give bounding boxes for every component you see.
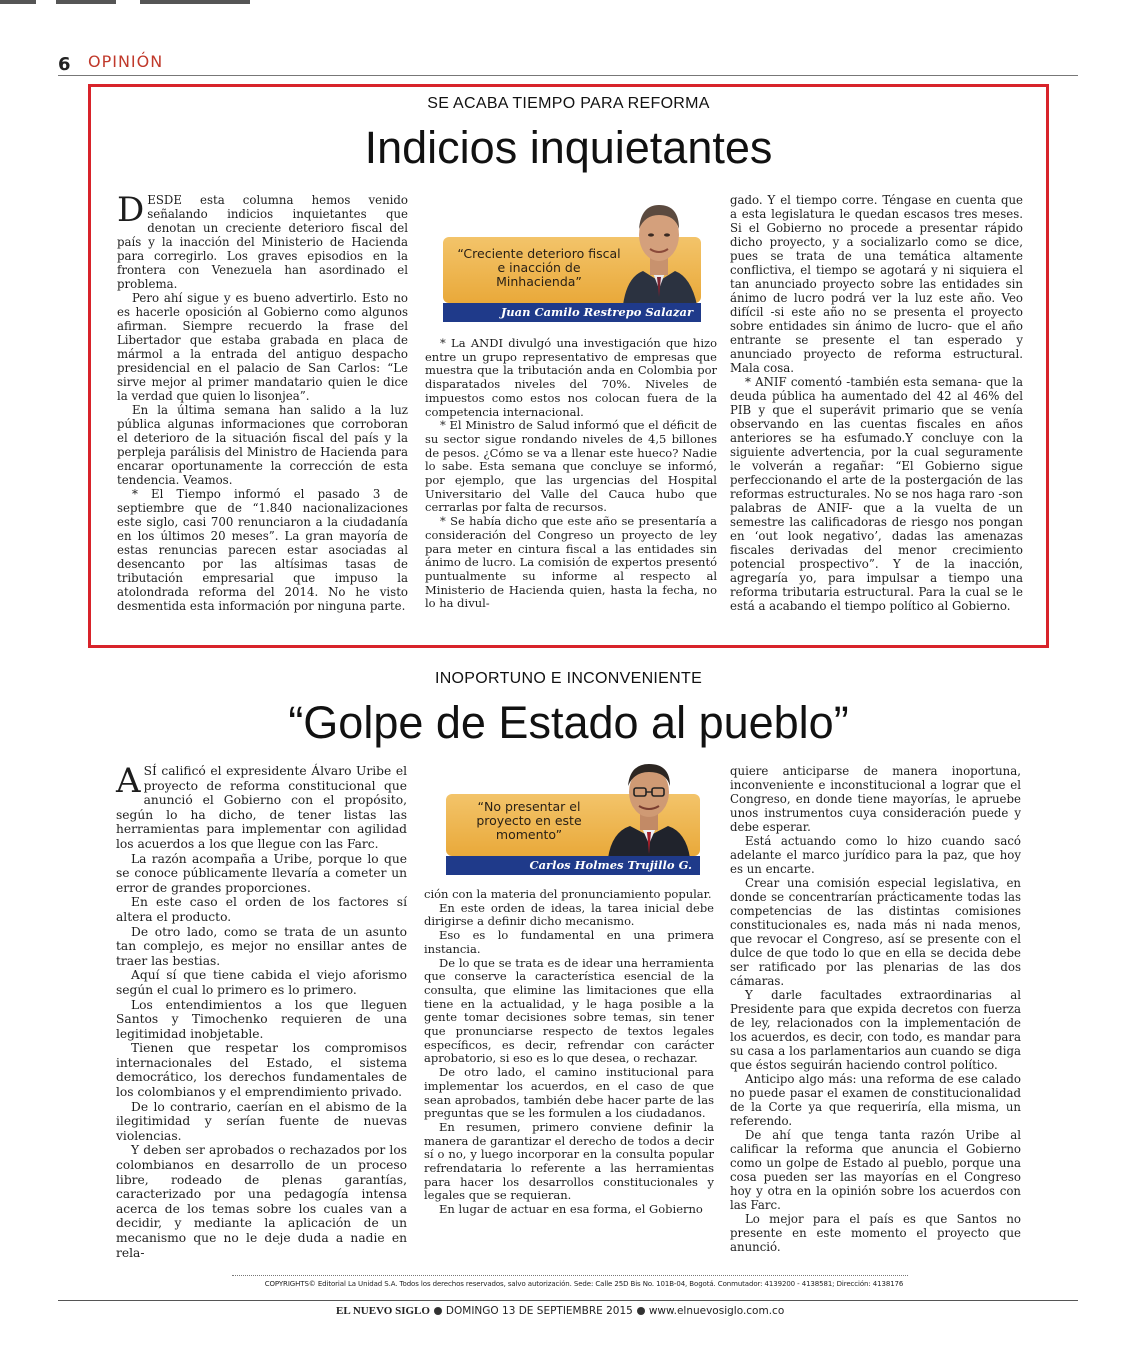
article2-col3-paragraph: De ahí que tenga tanta razón Uribe al calificar la reforma que anuncia el Gobierno como un golpe de Estado al pueblo, porque una cosa pueden ser las mayorías en el Congreso hoy y otra en la opinión sobre los acuerdos con las Farc. [730,1128,1021,1212]
article2-column-1 [116,761,407,1260]
article2-col1-paragraph: De lo contrario, caerían en el abismo de la ilegitimidad y serían fuente de nuevas violencias. [116,1099,407,1143]
article1-col1-paragraph: En la última semana han salido a la luz pública algunas informaciones que corroboran el deterioro de la situación fiscal del país y la perpleja parálisis del Ministro de Hacienda para encarar oportunamente la corrección de esta tendencia. Veamos. [117,403,408,487]
publication-date: DOMINGO 13 DE SEPTIEMBRE 2015 [445,1305,633,1317]
article1-column-2 [425,337,717,611]
copyright-notice: COPYRIGHTS© Editorial La Unidad S.A. Todos los derechos reservados, salvo autorización. Sede: Calle 25D Bis No. 101B-04, Bogotá. Conmutador: 4139200 - 4138581; Dirección: 4138176 [264,1280,904,1288]
article2-col1-paragraph: ASÍ calificó el expresidente Álvaro Uribe el proyecto de reforma constitucional que anunció el Gobierno con el propósito, según lo ha dicho, de tener listas las herramientas para implementar con agilidad los acuerdos a los que llegue con las Farc. [116,761,407,851]
article2-col3-paragraph: Y darle facultades extraordinarias al Presidente para que expida decretos con fuerza de ley, relacionados con la implementación de los acuerdos, es decir, con todo, es mandar para su casa a los parlamentarios aun cuando se diga que éstos seguirán haciendo control político. [730,988,1021,1072]
author-photo [606,754,692,858]
author-name-bar: Juan Camilo Restrepo Salazar [443,303,701,322]
top-cropped-strip [0,0,1129,8]
lead-word: SÍ [143,764,157,778]
article2-col3-paragraph: Está actuando como lo hizo cuando sacó adelante el marco jurídico para la paz, que hoy es un encarte. [730,834,1021,876]
page-number: 6 [58,54,71,75]
dropcap: A [116,761,141,801]
website-url[interactable]: www.elnuevosiglo.com.co [648,1305,785,1317]
article2-col1-paragraph: La razón acompaña a Uribe, porque lo que se conoce públicamente llevaría a cometer un error de grandes proporciones. [116,851,407,895]
article2-col1-paragraph: Aquí sí que tiene cabida el viejo aforismo según el cual lo primero es lo primero. [116,968,407,997]
article2-col1-paragraph: Y deben ser aprobados o rechazados por los colombianos en desarrollo de un proceso libre, rodeado de plenas garantías, caracterizado por una pedagogía intensa acerca de los temas sobre los cuales van a decidir, y mediante la aplicación de un mecanismo que no le deje duda a nadie en rela- [116,1143,407,1260]
article2-col3-paragraph: Lo mejor para el país es que Santos no presente en este momento el proyecto que anunció. [730,1212,1021,1254]
article1-col1-paragraph: Pero ahí sigue y es bueno advertirlo. Esto no es hacerle oposición al Gobierno como algunos afirman. Siempre recuerdo la frase del Libertador que estaba grabada en placa de mármol a la entrada del antiguo despacho presidencial en el palacio de San Carlos: “Le sirve mejor al primer mandatario quien le dice la verdad que quien lo lisonjea”. [117,291,408,403]
footer-divider [58,1300,1078,1301]
article1-col2-paragraph: * Se había dicho que este año se presentaría a consideración del Congreso un proyecto de ley para meter en cintura fiscal a las entidades sin ánimo de lucro. La comisión de expertos presentó puntualmente su informe al respecto al Ministerio de Hacienda quien, hasta la fecha, no lo ha divul- [425,514,717,611]
article2-col2-paragraph: En este orden de ideas, la tarea inicial debe dirigirse a definir dicho mecanismo. [424,900,714,929]
copyright-divider [232,1275,908,1276]
article1-column-3 [730,193,1023,613]
dropcap: D [117,190,145,230]
lead-word: ESDE [147,193,182,207]
article-indicios [88,84,1049,648]
article2-col2-paragraph: En resumen, primero conviene definir la manera de garantizar el derecho de todos a decir sí o no, y luego incorporar en la consulta popular refrendataria lo referente a las herramientas para hacer los desarrollos constitucionales y legales que se requieran. [424,1119,714,1203]
article1-col3-paragraph: gado. Y el tiempo corre. Téngase en cuenta que a esta legislatura le quedan escasos tres meses. Si el Gobierno no procede a presentar rápido dicho proyecto, y a socializarlo como se dice, pues se trata de una temática altamente conflictiva, el tiempo se agotará y ni siquiera el tan anunciado proyecto sobre las entidades sin ánimo de lucro podrá ver la luz este año. Veo difícil -si este año no se presenta el proyecto sobre entidades sin ánimo de lucro- que el año entrante se presente el tan esperado y anunciado proyecto de reforma estructural. Mala cosa. [730,193,1023,375]
article2-headline: “Golpe de Estado al pueblo” [288,697,849,748]
article1-promo [443,193,701,321]
article2-promo [446,754,700,876]
article2-column-3 [730,764,1021,1254]
article2-col1-paragraph: En este caso el orden de los factores sí altera el producto. [116,895,407,924]
page-header [58,50,1078,76]
article2-kicker: INOPORTUNO E INCONVENIENTE [434,670,703,687]
article2-column-2 [424,888,714,1217]
article1-col1-paragraph: * El Tiempo informó el pasado 3 de septiembre que de “1.840 nacionalizaciones este siglo, casi 700 renunciaron a la ciudadanía en los últimos 20 meses”. La gran mayoría de estas renuncias parecen estar asociadas al desencanto por las altísimas tasas de tributación empresarial que impuso la atolondrada reforma del 2014. No he visto desmentida esta información por ninguna parte. [117,487,408,613]
article2-col3-paragraph: quiere anticiparse de manera inoportuna, inconveniente e inconstitucional a lograr que el Congreso, en donde tiene mayorías, le apruebe unos instrumentos cuya consideración puede y debe esperar. [730,764,1021,834]
article2-col2-paragraph: ción con la materia del pronunciamiento popular. [424,887,712,901]
page-footer [336,1305,856,1317]
article2-col1-paragraph: Tienen que respetar los compromisos internacionales del Estado, el sistema democrático, los derechos fundamentales de los colombianos y el emprendimiento privado. [116,1041,407,1100]
bullet-icon [637,1307,645,1315]
article2-col2-paragraph: En lugar de actuar en esa forma, el Gobierno [439,1202,703,1217]
author-name-bar: Carlos Holmes Trujillo G. [446,856,700,875]
article1-col1-paragraph: DESDE esta columna hemos venido señalando indicios inquietantes que denotan un creciente deterioro fiscal del país y la inacción del Ministerio de Hacienda para corregirlo. Los graves episodios en la frontera con Venezuela han asordinado el problema. [117,190,408,291]
article2-col3-paragraph: Anticipo algo más: una reforma de ese calado no puede pasar el examen de constitucionalidad de la Corte ya que requeriría, ella misma, un referendo. [730,1072,1021,1128]
article1-col3-paragraph: * ANIF comentó -también esta semana- que la deuda pública ha aumentado del 42 al 46% del PIB y que el superávit primario que se venía observando en las cuentas fiscales en años anteriores se ha esfumado.Y concluye con la siguiente advertencia, por la cual seguramente le volverán a regañar: “El Gobierno sigue perfeccionando el arte de la postergación de las reformas estructurales. No se nos haga raro -son palabras de ANIF- que a la vuelta de un semestre las calificadoras de riesgo nos pongan en ‘out look negativo’, dadas las amenazas fiscales derivadas del menor crecimiento potencial prospectivo”. Y de la inacción, agregaría yo, para impulsar a tiempo una reforma tributaria estructural. Para la cual se le está a acabando el tiempo político al Gobierno. [730,375,1023,613]
newspaper-brand: EL NUEVO SIGLO [336,1305,430,1317]
pull-quote: “Creciente deterioro fiscal e inacción de Minhacienda” [457,246,621,289]
article2-col1-paragraph: Los entendimientos a los que lleguen Santos y Timochenko requieren de una legitimidad inobjetable. [116,997,407,1041]
article2-col2-paragraph: Eso es lo fundamental en una primera instancia. [424,928,714,956]
article2-col1-paragraph: De otro lado, como se trata de un asunto tan complejo, es mejor no ensillar antes de traer las bestias. [116,924,407,968]
article1-col2-paragraph: * El Ministro de Salud informó que el déficit de su sector sigue rondando niveles de 4,5 billones de pesos. ¿Cómo se va a llenar este hueco? Nadie lo sabe. Esta semana que concluye se informó, por ejemplo, que las urgencias del Hospital Universitario del Valle del Cauca hubo que cerrarlas por falta de recursos. [425,418,717,515]
article1-col2-paragraph: * La ANDI divulgó una investigación que hizo entre un grupo representativo de empresas que muestra que la tributación anda en Colombia por disparatados niveles del 70%. Niveles de impuestos como estos nos colocan fuera de la competencia internacional. [425,336,717,419]
pull-quote: “No presentar el proyecto en este momento” [476,799,582,842]
bullet-icon [434,1307,442,1315]
article2-col3-paragraph: Crear una comisión especial legislativa, en donde se concentrarían prácticamente todas las competencias de las distintas comisiones constitucionales es, nada más ni nada menos, que revocar el Congreso, así se presente con el dulce de que todo lo que en ella se decida debe ser ratificado por las plenarias de las dos cámaras. [730,876,1021,988]
article1-kicker: SE ACABA TIEMPO PARA REFORMA [427,95,710,112]
article-golpe [88,660,1049,1260]
section-name: OPINIÓN [88,52,164,71]
article1-column-1 [117,190,408,613]
article2-col2-paragraph: De lo que se trata es de idear una herramienta que conserve la característica esencial de la consulta, que elimine las limitaciones que ella tiene en la actualidad, y le haga posible a la gente tomar decisiones sobre temas, sin tener que pronunciarse respecto de textos legales específicos, es decir, refrendar con carácter aprobatorio, si eso es lo que desea, o rechazar. [424,955,714,1066]
article1-headline: Indicios inquietantes [364,122,773,173]
article2-col2-paragraph: De otro lado, el camino institucional para implementar los acuerdos, en el caso de que sean aprobados, también debe hacer parte de las preguntas que se les formulen a los ciudadanos. [424,1065,714,1121]
author-photo [619,193,699,305]
